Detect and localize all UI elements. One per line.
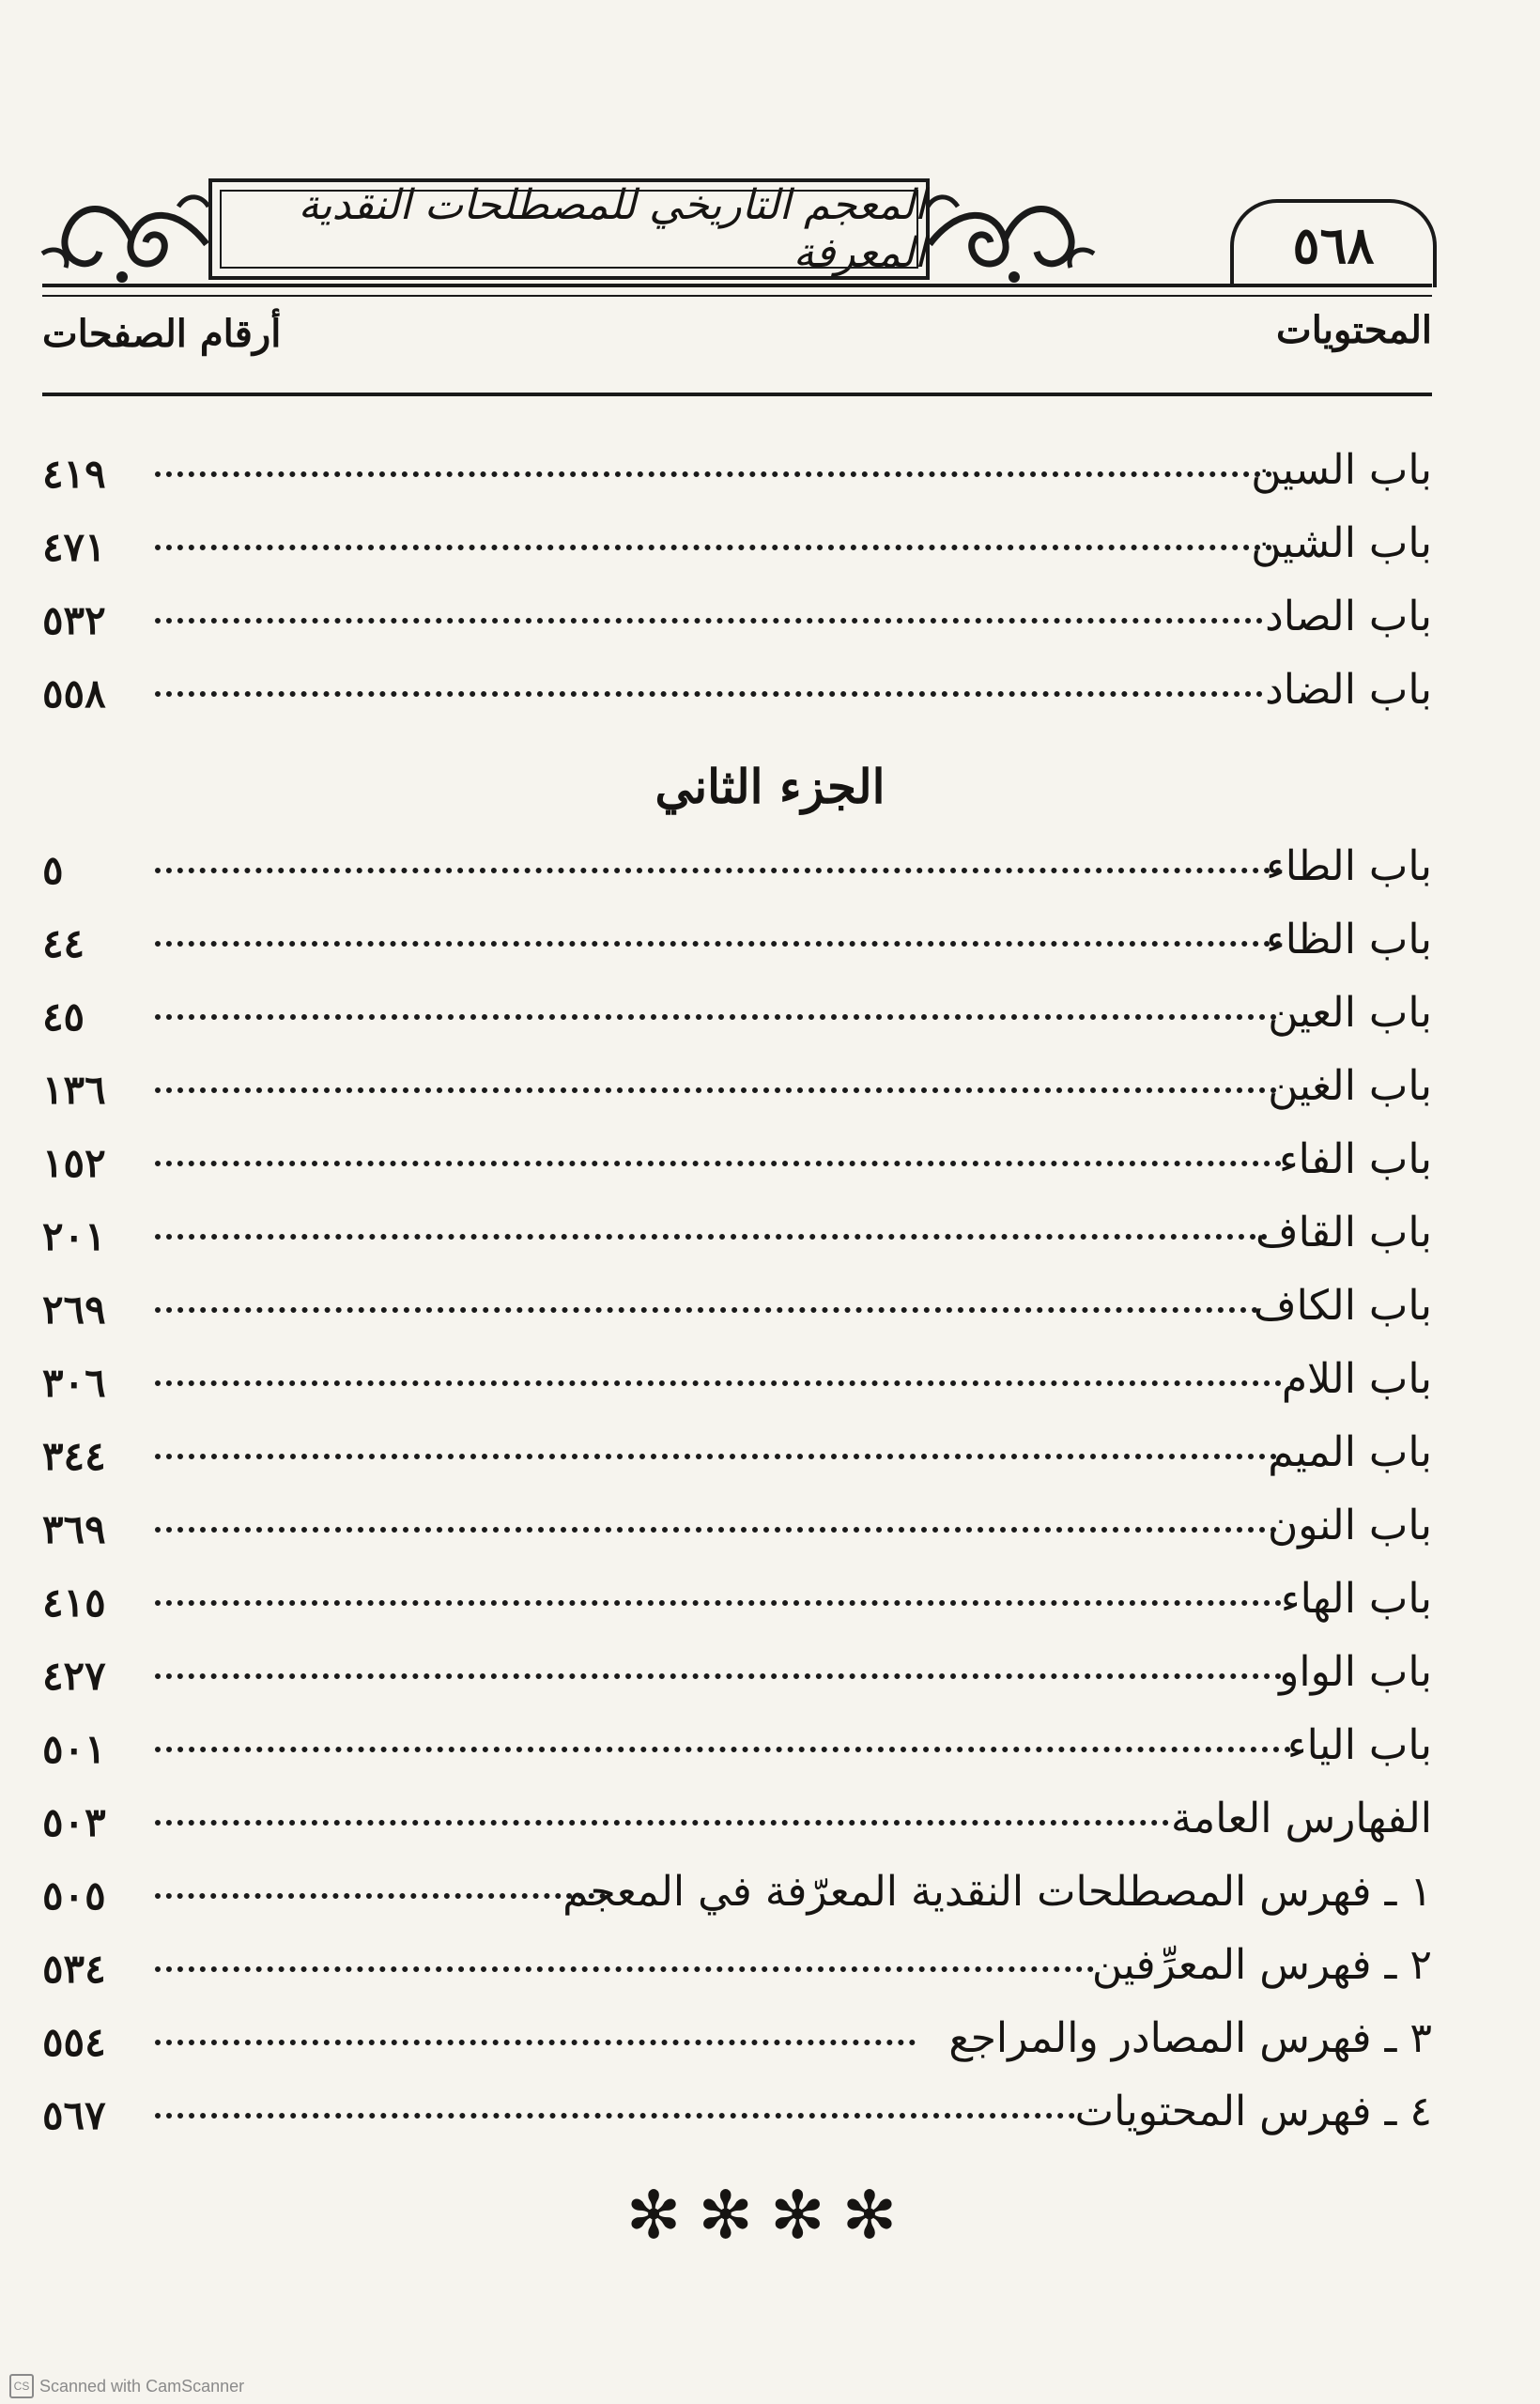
toc-entry [42,438,1432,503]
toc-entry-page: ٢٦٩ [42,1287,106,1333]
toc-entry-label: ٢ ـ فهرس المعرِّفين [1091,1941,1432,1989]
toc-entry-label: باب الفاء [1278,1135,1432,1183]
toc-entry-page: ٤١٥ [42,1580,106,1626]
toc-entry-label: باب الياء [1286,1721,1432,1769]
leader-dots [155,1527,1277,1533]
toc-entry [42,1347,1432,1412]
toc-entry [42,584,1432,650]
camscanner-logo-icon: CS [9,2374,34,2398]
leader-dots [155,2113,1075,2119]
leader-dots [155,1087,1277,1093]
toc-entry-page: ٤٧١ [42,524,106,570]
leader-dots [155,1673,1282,1679]
leader-dots [155,1380,1282,1386]
toc-entry-page: ٥٠١ [42,1726,106,1772]
toc-entry-label: ٣ ـ فهرس المصادر والمراجع [948,2014,1432,2062]
leader-dots [155,1234,1268,1240]
toc-entry-label: باب الطاء [1266,842,1432,890]
contents-column-header: المحتويات [1276,308,1432,352]
toc-entry-page: ٣٠٦ [42,1360,106,1406]
leader-dots [155,1820,1169,1826]
end-of-section-stars-icon: ✻✻✻✻ [625,2177,915,2254]
toc-entry [42,1859,1432,1925]
toc-entry-page: ٥٠٥ [42,1872,106,1919]
toc-entry-page: ٥٥٨ [42,670,106,717]
header-rule [42,284,1432,287]
running-title: المعجم التاريخي للمصطلحات النقدية المعرفة [208,178,930,280]
toc-entry-page: ٤٤ [42,920,85,966]
toc-entry [42,657,1432,723]
toc-entry [42,2006,1432,2072]
toc-entry-page: ٥٥٤ [42,2019,106,2065]
leader-dots [155,1307,1258,1313]
toc-entry-label: باب الغين [1268,1062,1432,1110]
toc-entry [42,1054,1432,1119]
toc-entry-label: باب العين [1268,989,1432,1037]
toc-entry-page: ٥٣٢ [42,597,106,643]
leader-dots [155,1893,606,1899]
right-ornament-icon [925,188,1099,291]
toc-entry [42,1786,1432,1852]
page-numbers-column-header: أرقام الصفحات [42,312,282,356]
toc-entry-page: ٥٦٧ [42,2092,106,2138]
toc-entry-label: باب الضاد [1265,666,1432,714]
toc-entry-label: باب الظاء [1266,916,1432,963]
toc-entry [42,1200,1432,1266]
toc-entry [42,1566,1432,1632]
toc-entry [42,980,1432,1046]
scanner-watermark [9,2374,244,2398]
toc-entry-page: ٣٦٩ [42,1506,106,1552]
leader-dots [155,868,1282,873]
toc-entry-label: ٤ ـ فهرس المحتويات [1074,2088,1432,2135]
toc-entry [42,907,1432,973]
toc-entry-label: ١ ـ فهرس المصطلحات النقدية المعرّفة في المعجم [562,1868,1432,1916]
toc-entry [42,2079,1432,2145]
toc-entry-label: باب الصاد [1265,593,1432,640]
toc-entry [42,1933,1432,1998]
toc-entry-label: الفهارس العامة [1171,1795,1432,1842]
toc-entry [42,1127,1432,1193]
toc-entry-label: باب القاف [1255,1209,1432,1256]
toc-entry-page: ١٣٦ [42,1067,106,1113]
toc-entry-label: باب الميم [1268,1428,1432,1476]
toc-entry [42,1273,1432,1339]
header-rule-thin [42,295,1432,297]
toc-entry [42,1420,1432,1486]
toc-entry-label: باب النون [1267,1502,1432,1549]
toc-entry-page: ١٥٢ [42,1140,106,1186]
toc-entry-page: ٣٤٤ [42,1433,106,1479]
leader-dots [155,618,1263,624]
toc-entry-label: باب السين [1251,446,1432,494]
toc-entry [42,1713,1432,1779]
leader-dots [155,941,1282,947]
leader-dots [155,471,1272,477]
toc-entry [42,834,1432,900]
toc-entry-label: باب الهاء [1280,1575,1432,1623]
toc-entry [42,1493,1432,1559]
toc-entry-page: ٥٣٤ [42,1946,106,1992]
leader-dots [155,2040,916,2045]
section-heading: الجزء الثاني [654,759,886,814]
leader-dots [155,545,1272,550]
toc-entry-page: ٥٠٣ [42,1799,106,1845]
scanner-watermark-text: Scanned with CamScanner [39,2376,245,2396]
toc-entry-page: ٤٥ [42,994,85,1040]
toc-entry-page: ٥ [42,847,64,893]
leader-dots [155,691,1263,697]
leader-dots [155,1454,1277,1459]
toc-entry-label: باب الكاف [1253,1282,1432,1330]
toc-entry-label: باب الشين [1251,519,1432,567]
toc-entry [42,1640,1432,1705]
leader-dots [155,1966,1094,1972]
body-divider [42,393,1432,396]
toc-entry-page: ٤١٩ [42,451,106,497]
toc-entry-label: باب اللام [1281,1355,1432,1403]
leader-dots [155,1747,1291,1752]
leader-dots [155,1161,1282,1166]
toc-entry-label: باب الواو [1279,1648,1432,1696]
toc-entry [42,511,1432,577]
left-ornament-icon [38,188,211,291]
toc-entry-page: ٤٢٧ [42,1653,106,1699]
toc-entry-page: ٢٠١ [42,1213,106,1259]
leader-dots [155,1600,1282,1606]
leader-dots [155,1014,1277,1020]
page-number: ٥٦٨ [1230,199,1437,287]
